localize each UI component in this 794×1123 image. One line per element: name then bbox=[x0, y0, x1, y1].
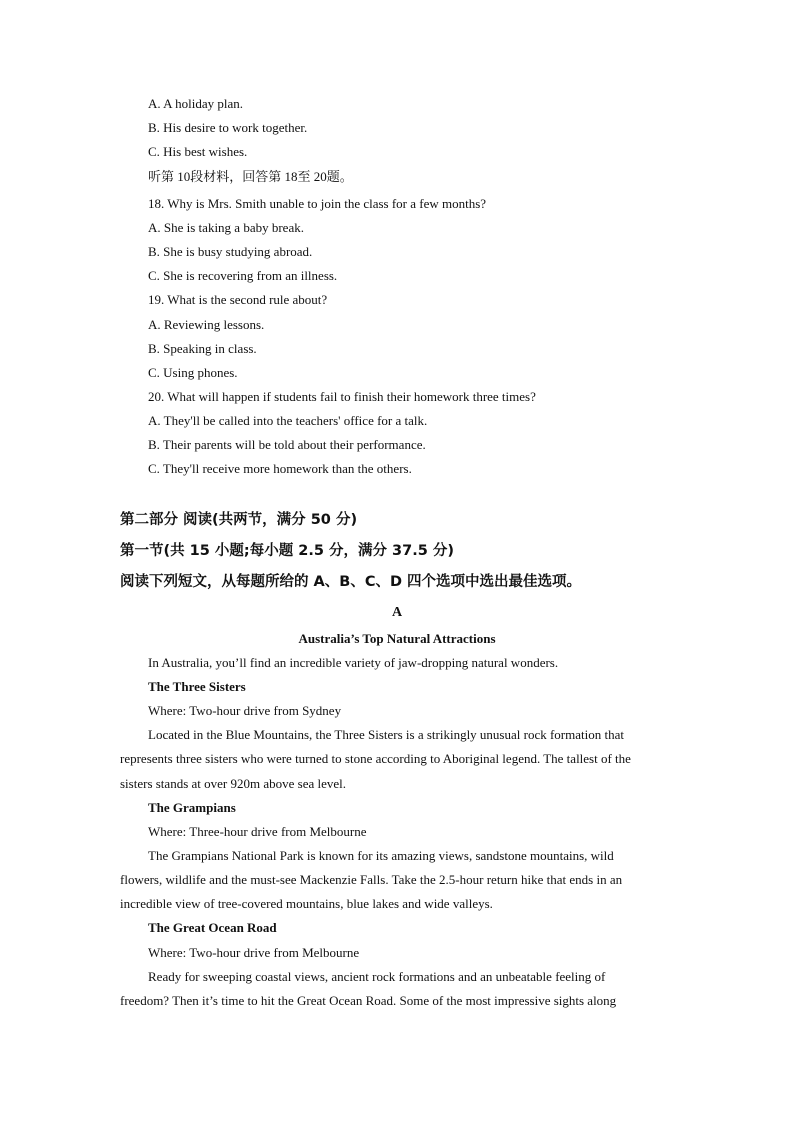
great-ocean-road-line-2: freedom? Then it’s time to hit the Great Ocean Road. Some of the most impressive sights along bbox=[120, 993, 617, 1008]
grampians-where: Where: Three-hour drive from Melbourne bbox=[148, 824, 367, 839]
q19-option-c: C. Using phones. bbox=[148, 365, 238, 380]
three-sisters-line-2: represents three sisters who were turned to stone according to Aboriginal legend. The tallest of the bbox=[120, 751, 631, 766]
passage-intro: In Australia, you’ll find an incredible variety of jaw-dropping natural wonders. bbox=[148, 655, 559, 670]
q20-option-b: B. Their parents will be told about their performance. bbox=[148, 437, 426, 452]
q18-option-b: B. She is busy studying abroad. bbox=[148, 244, 313, 259]
grampians-line-3: incredible view of tree-covered mountains, blue lakes and wide valleys. bbox=[120, 896, 493, 911]
q20-option-c: C. They'll receive more homework than the others. bbox=[148, 461, 412, 476]
three-sisters-heading: The Three Sisters bbox=[148, 679, 246, 694]
part-two-title: 第二部分 阅读(共两节，满分 50 分) bbox=[120, 512, 358, 528]
section-one-title: 第一节(共 15 小题;每小题 2.5 分，满分 37.5 分) bbox=[120, 543, 454, 559]
q19-question: 19. What is the second rule about? bbox=[148, 292, 328, 307]
grampians-line-2: flowers, wildlife and the must-see Mackenzie Falls. Take the 2.5-hour return hike that ends in an bbox=[120, 872, 623, 887]
reading-directions: 阅读下列短文，从每题所给的 A、B、C、D 四个选项中选出最佳选项。 bbox=[120, 574, 582, 590]
three-sisters-line-3: sisters stands at over 920m above sea level. bbox=[120, 776, 346, 791]
q19-option-a: A. Reviewing lessons. bbox=[148, 317, 265, 332]
q17-option-c: C. His best wishes. bbox=[148, 144, 248, 159]
q18-option-a: A. She is taking a baby break. bbox=[148, 220, 304, 235]
listening-instruction: 听第 10段材料，回答第 18至 20题。 bbox=[148, 169, 353, 184]
q17-option-b: B. His desire to work together. bbox=[148, 120, 308, 135]
great-ocean-road-line-1: Ready for sweeping coastal views, ancient rock formations and an unbeatable feeling of bbox=[148, 969, 606, 984]
three-sisters-line-1: Located in the Blue Mountains, the Three Sisters is a strikingly unusual rock formation that bbox=[148, 727, 624, 742]
q20-question: 20. What will happen if students fail to finish their homework three times? bbox=[148, 389, 536, 404]
great-ocean-road-where: Where: Two-hour drive from Melbourne bbox=[148, 945, 360, 960]
passage-title: Australia’s Top Natural Attractions bbox=[298, 631, 496, 646]
three-sisters-where: Where: Two-hour drive from Sydney bbox=[148, 703, 342, 718]
grampians-heading: The Grampians bbox=[148, 800, 236, 815]
q18-option-c: C. She is recovering from an illness. bbox=[148, 268, 338, 283]
great-ocean-road-heading: The Great Ocean Road bbox=[148, 920, 277, 935]
grampians-line-1: The Grampians National Park is known for its amazing views, sandstone mountains, wild bbox=[148, 848, 614, 863]
q19-option-b: B. Speaking in class. bbox=[148, 341, 257, 356]
q18-question: 18. Why is Mrs. Smith unable to join the class for a few months? bbox=[148, 196, 487, 211]
passage-letter: A bbox=[391, 605, 403, 620]
q20-option-a: A. They'll be called into the teachers' office for a talk. bbox=[148, 413, 428, 428]
q17-option-a: A. A holiday plan. bbox=[148, 96, 243, 111]
